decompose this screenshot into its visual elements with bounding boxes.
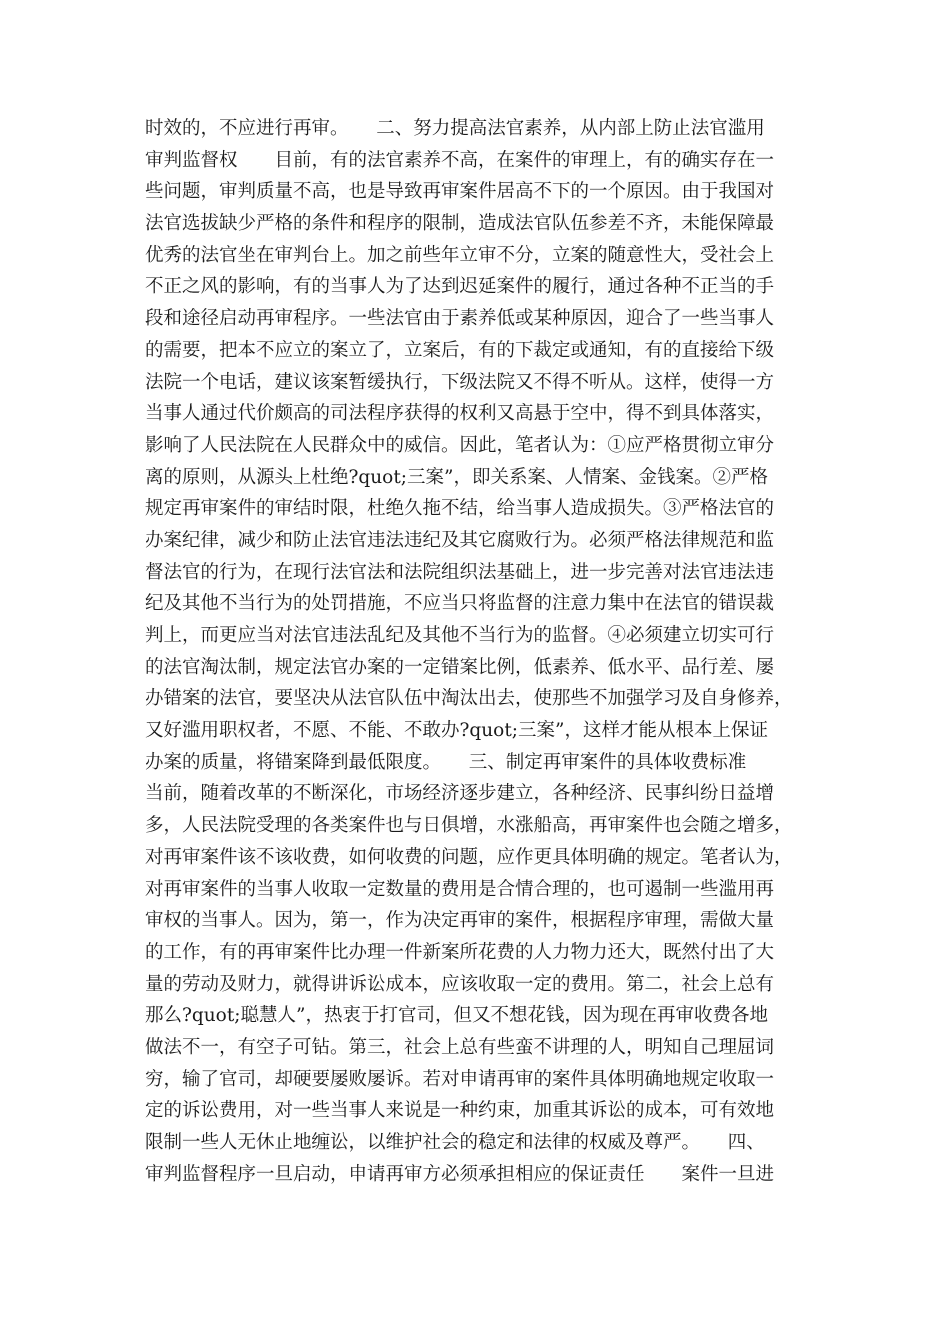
text-line: 多，人民法院受理的各类案件也与日俱增，水涨船高，再审案件也会随之增多， <box>145 815 793 837</box>
text-line: 当前，随着改革的不断深化，市场经济逐步建立，各种经济、民事纠纷日益增 <box>145 783 775 805</box>
text-line: 又好滥用职权者，不愿、不能、不敢办?quot;三案”，这样才能从根本上保证 <box>145 720 768 742</box>
text-line: 审权的当事人。因为，第一，作为决定再审的案件，根据程序审理，需做大量 <box>145 910 775 932</box>
text-line: 对再审案件的当事人收取一定数量的费用是合情合理的，也可遏制一些滥用再 <box>145 878 775 900</box>
text-line: 不正之风的影响，有的当事人为了达到迟延案件的履行，通过各种不正当的手 <box>145 276 775 298</box>
text-line: 做法不一，有空子可钻。第三，社会上总有些蛮不讲理的人，明知自己理屈词 <box>145 1036 775 1058</box>
text-line: 法官选拔缺少严格的条件和程序的限制，造成法官队伍参差不齐，未能保障最 <box>145 213 775 235</box>
text-line: 的工作，有的再审案件比办理一件新案所花费的人力物力还大，既然付出了大 <box>145 941 775 963</box>
text-line: 审判监督权 目前，有的法官素养不高，在案件的审理上，有的确实存在一 <box>145 149 775 171</box>
text-line: 影响了人民法院在人民群众中的威信。因此，笔者认为：①应严格贯彻立审分 <box>145 434 775 456</box>
text-line: 办案的质量，将错案降到最低限度。 三、制定再审案件的具体收费标准 <box>145 751 747 773</box>
text-line: 量的劳动及财力，就得讲诉讼成本，应该收取一定的费用。第二，社会上总有 <box>145 973 775 995</box>
text-line: 对再审案件该不该收费，如何收费的问题，应作更具体明确的规定。笔者认为， <box>145 846 793 868</box>
text-line: 法院一个电话，建议该案暂缓执行，下级法院又不得不听从。这样，使得一方 <box>145 371 775 393</box>
text-line: 规定再审案件的审结时限，杜绝久拖不结，给当事人造成损失。③严格法官的 <box>145 498 775 520</box>
text-line: 定的诉讼费用，对一些当事人来说是一种约束，加重其诉讼的成本，可有效地 <box>145 1100 775 1122</box>
text-line: 办案纪律，减少和防止法官违法违纪及其它腐败行为。必须严格法律规范和监 <box>145 529 775 551</box>
text-line: 的法官淘汰制，规定法官办案的一定错案比例，低素养、低水平、品行差、屡 <box>145 656 775 678</box>
text-line: 审判监督程序一旦启动，申请再审方必须承担相应的保证责任 案件一旦进 <box>145 1163 775 1185</box>
text-line: 判上，而更应当对法官违法乱纪及其他不当行为的监督。④必须建立切实可行 <box>145 625 775 646</box>
text-line: 那么?quot;聪慧人”，热衷于打官司，但又不想花钱，因为现在再审收费各地 <box>145 1005 768 1027</box>
text-line: 离的原则，从源头上杜绝?quot;三案”，即关系案、人情案、金钱案。②严格 <box>145 466 768 488</box>
text-line: 的需要，把本不应立的案立了，立案后，有的下裁定或通知，有的直接给下级 <box>145 339 775 361</box>
text-line: 些问题，审判质量不高，也是导致再审案件居高不下的一个原因。由于我国对 <box>145 181 775 203</box>
body-text <box>145 113 815 1190</box>
text-line: 办错案的法官，要坚决从法官队伍中淘汰出去，使那些不加强学习及自身修养， <box>145 688 793 710</box>
text-line: 督法官的行为，在现行法官法和法院组织法基础上，进一步完善对法官违法违 <box>145 561 775 583</box>
text-line: 当事人通过代价颇高的司法程序获得的权利又高悬于空中，得不到具体落实， <box>145 403 775 425</box>
text-line: 优秀的法官坐在审判台上。加之前些年立审不分，立案的随意性大，受社会上 <box>145 244 775 266</box>
text-line: 纪及其他不当行为的处罚措施，不应当只将监督的注意力集中在法官的错误裁 <box>145 593 775 615</box>
text-line: 时效的，不应进行再审。 二、努力提高法官素养，从内部上防止法官滥用 <box>145 118 765 139</box>
text-line: 限制一些人无休止地缠讼，以维护社会的稳定和法律的权威及尊严。 四、 <box>145 1132 765 1153</box>
text-line: 段和途径启动再审程序。一些法官由于素养低或某种原因，迎合了一些当事人 <box>145 308 775 330</box>
text-line: 穷，输了官司，却硬要屡败屡诉。若对申请再审的案件具体明确地规定收取一 <box>145 1068 775 1090</box>
